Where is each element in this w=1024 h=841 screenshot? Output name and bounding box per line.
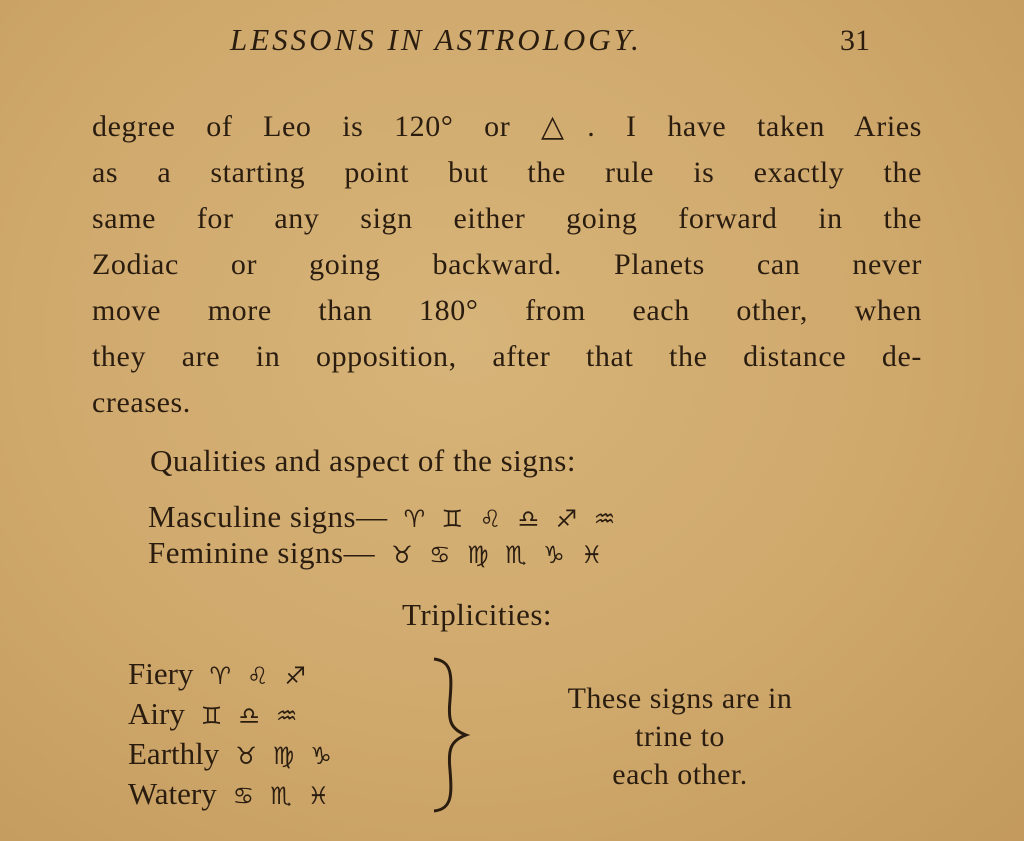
running-title: LESSONS IN ASTROLOGY. (230, 22, 642, 57)
scorpio-symbol: ♏ (505, 541, 528, 569)
taurus-symbol: ♉ (235, 742, 257, 770)
sagittarius-symbol: ♐ (555, 505, 578, 533)
triplicities-list (128, 655, 332, 815)
text-line: creases. (92, 386, 191, 419)
triplicity-label: Airy (128, 696, 185, 731)
text-line: degree of Leo is 120° or △. I have taken Aries (92, 110, 922, 143)
note-line: each other. (612, 758, 748, 791)
qualities-heading: Qualities and aspect of the signs: (150, 443, 576, 478)
cancer-symbol: ♋ (429, 541, 452, 569)
capricorn-symbol: ♑ (543, 541, 566, 569)
pisces-symbol: ♓ (307, 782, 330, 810)
aries-symbol: ♈ (209, 662, 231, 690)
feminine-signs-row (148, 535, 603, 571)
aquarius-symbol: ♒ (275, 702, 298, 730)
cancer-symbol: ♋ (232, 782, 255, 810)
gemini-symbol: ♊ (200, 702, 223, 730)
triplicity-label: Earthly (128, 736, 220, 771)
masculine-signs-row (148, 499, 616, 535)
libra-symbol: ♎ (517, 505, 540, 533)
text-line: move more than 180° from each other, when (92, 294, 922, 327)
note-line: trine to (635, 720, 725, 753)
page-header (0, 14, 1024, 64)
virgo-symbol: ♍ (272, 742, 295, 770)
pisces-symbol: ♓ (581, 541, 604, 569)
sagittarius-symbol: ♐ (284, 662, 306, 690)
masculine-label: Masculine signs— (148, 499, 388, 534)
taurus-symbol: ♉ (391, 541, 414, 569)
text-line: same for any sign either going forward in the (92, 202, 922, 235)
text-line: Zodiac or going backward. Planets can never (92, 248, 922, 281)
page-number: 31 (840, 24, 870, 57)
aries-symbol: ♈ (403, 505, 426, 533)
triplicity-row-fiery (128, 655, 332, 695)
text-line: as a starting point but the rule is exactly the (92, 156, 922, 189)
triplicity-row-earthly (128, 735, 332, 775)
libra-symbol: ♎ (238, 702, 260, 730)
triplicity-label: Watery (128, 776, 217, 811)
triplicity-row-airy (128, 695, 332, 735)
triplicities-heading: Triplicities: (402, 597, 553, 632)
body-paragraph (92, 104, 922, 426)
note-line: These signs are in (567, 682, 793, 715)
feminine-label: Feminine signs— (148, 535, 376, 570)
curly-brace (424, 655, 474, 815)
gemini-symbol: ♊ (441, 505, 464, 533)
capricorn-symbol: ♑ (310, 742, 332, 770)
virgo-symbol: ♍ (467, 541, 490, 569)
text-line: they are in opposition, after that the distance de- (92, 340, 922, 373)
leo-symbol: ♌ (246, 662, 269, 690)
triplicity-label: Fiery (128, 656, 194, 691)
aquarius-symbol: ♒ (593, 505, 616, 533)
trine-note (510, 680, 850, 794)
scorpio-symbol: ♏ (270, 782, 292, 810)
triplicity-row-watery (128, 775, 332, 815)
leo-symbol: ♌ (479, 505, 502, 533)
